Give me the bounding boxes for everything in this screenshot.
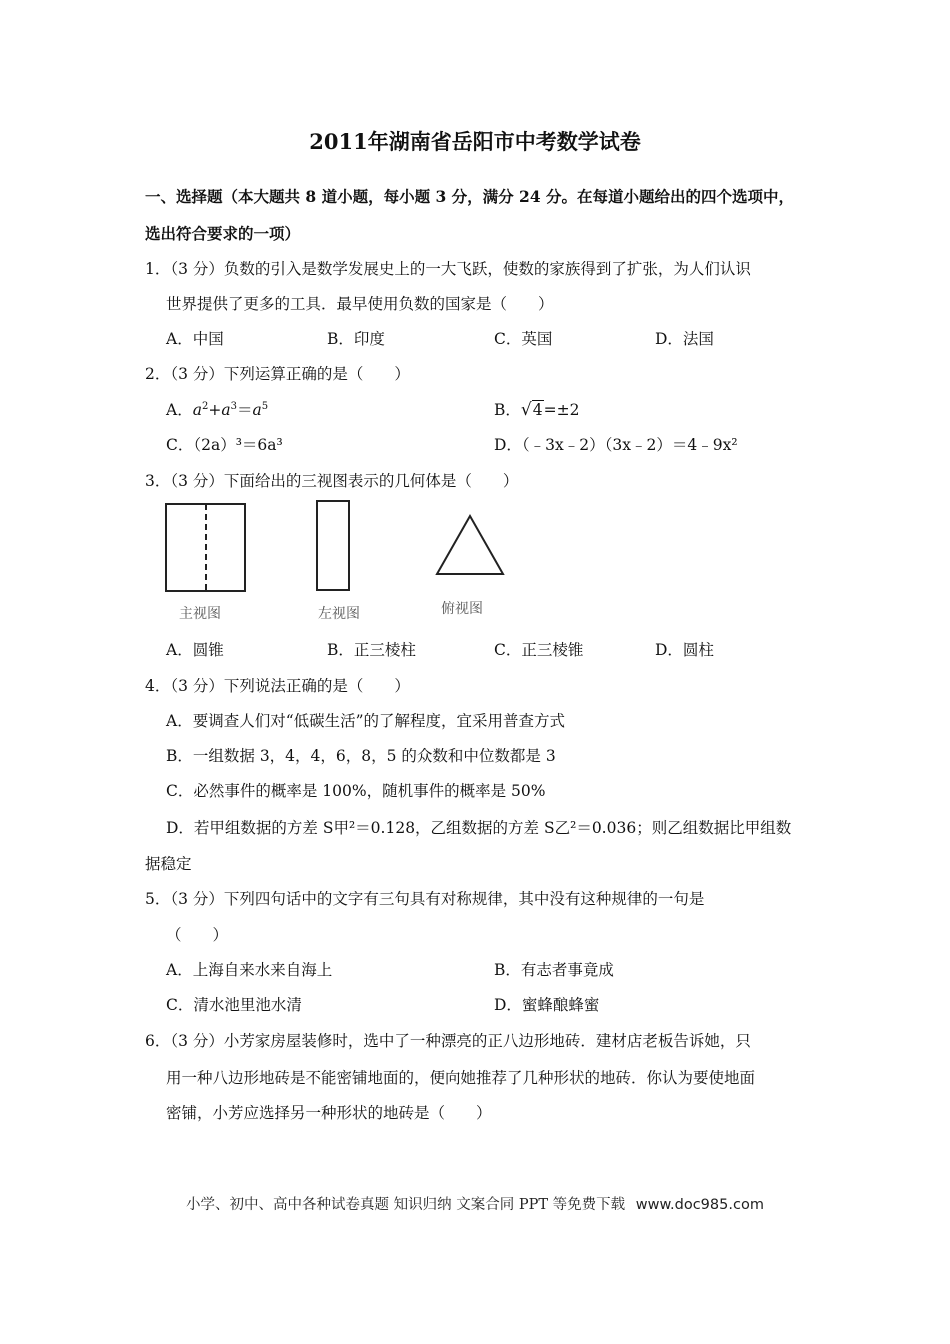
q3-option-a: A．圆锥 [166, 641, 224, 659]
q2-option-b-radicand: 4 [532, 401, 543, 419]
footer [0, 1193, 950, 1214]
side-view-label: 左视图 [318, 606, 360, 622]
q3-option-b: B．正三棱柱 [327, 641, 416, 659]
q5-stem-line1: 5．（3 分）下列四句话中的文字有三句具有对称规律，其中没有这种规律的一句是 [145, 890, 705, 908]
q2-option-b-prefix: B． [494, 401, 521, 419]
q2-option-a: A．$a^2+a^3=a^5$ [166, 400, 269, 419]
q2-stem: 2．（3 分）下列运算正确的是（ ） [145, 365, 410, 383]
q4-option-c: C．必然事件的概率是 100%，随机事件的概率是 50% [166, 782, 546, 800]
q5-option-a: A．上海自来水来自海上 [166, 961, 333, 979]
q3-stem: 3．（3 分）下面给出的三视图表示的几何体是（ ） [145, 472, 519, 490]
q5-option-c: C．清水池里池水清 [166, 996, 302, 1014]
q1-option-a: A．中国 [166, 330, 224, 348]
section-heading-line2: 选出符合要求的一项） [145, 224, 301, 243]
q1-stem-line1: 1．（3 分）负数的引入是数学发展史上的一大飞跃，使数的家族得到了扩张，为人们认识 [145, 260, 751, 278]
q6-stem-line2: 用一种八边形地砖是不能密铺地面的，便向她推荐了几种形状的地砖．你认为要使地面 [166, 1069, 756, 1087]
q2-option-b [494, 398, 579, 420]
front-view-label: 主视图 [179, 606, 221, 622]
q2-option-b-rest: =±2 [543, 401, 580, 419]
q1-option-c: C．英国 [494, 330, 553, 348]
q2-option-d: D．（﹣3x﹣2）（3x﹣2）＝4﹣9x² [494, 436, 738, 454]
q1-option-d: D．法国 [655, 330, 714, 348]
sqrt-icon: √ [520, 400, 532, 420]
q2-option-a-prefix: A． [166, 401, 193, 419]
q4-option-b: B．一组数据 3，4，4，6，8，5 的众数和中位数都是 3 [166, 747, 556, 765]
page-title: 2011年湖南省岳阳市中考数学试卷 [309, 129, 641, 154]
q4-stem: 4．（3 分）下列说法正确的是（ ） [145, 677, 410, 695]
footer-link[interactable]: www.doc985.com [635, 1197, 764, 1213]
footer-text: 小学、初中、高中各种试卷真题 知识归纳 文案合同 PPT 等免费下载 [186, 1197, 626, 1213]
q3-option-d: D．圆柱 [655, 641, 714, 659]
q5-stem-line2: （ ） [166, 926, 229, 944]
q5-option-d: D．蜜蜂酿蜂蜜 [494, 996, 600, 1014]
section-heading-line1: 一、选择题（本大题共 8 道小题，每小题 3 分，满分 24 分。在每道小题给出的四个选项中， [145, 187, 795, 206]
top-view-label: 俯视图 [441, 601, 483, 617]
q4-option-d-line1: D．若甲组数据的方差 S甲²＝0.128，乙组数据的方差 S乙²＝0.036；则乙组数据比甲组数 [166, 819, 792, 837]
q5-option-b: B．有志者事竟成 [494, 961, 614, 979]
q4-option-d-line2: 据稳定 [145, 855, 192, 873]
q1-option-b: B．印度 [327, 330, 385, 348]
q6-stem-line1: 6．（3 分）小芳家房屋装修时，选中了一种漂亮的正八边形地砖．建材店老板告诉她，只 [145, 1032, 751, 1050]
side-view-rect [317, 501, 349, 590]
q3-option-c: C．正三棱锥 [494, 641, 584, 659]
top-view-triangle [437, 516, 503, 574]
q4-option-a: A．要调查人们对“低碳生活”的了解程度，宜采用普查方式 [166, 712, 566, 730]
q6-stem-line3: 密铺，小芳应选择另一种形状的地砖是（ ） [166, 1104, 492, 1122]
q2-option-c: C．（2a）³＝6a³ [166, 436, 283, 454]
q1-stem-line2: 世界提供了更多的工具．最早使用负数的国家是（ ） [166, 295, 554, 313]
